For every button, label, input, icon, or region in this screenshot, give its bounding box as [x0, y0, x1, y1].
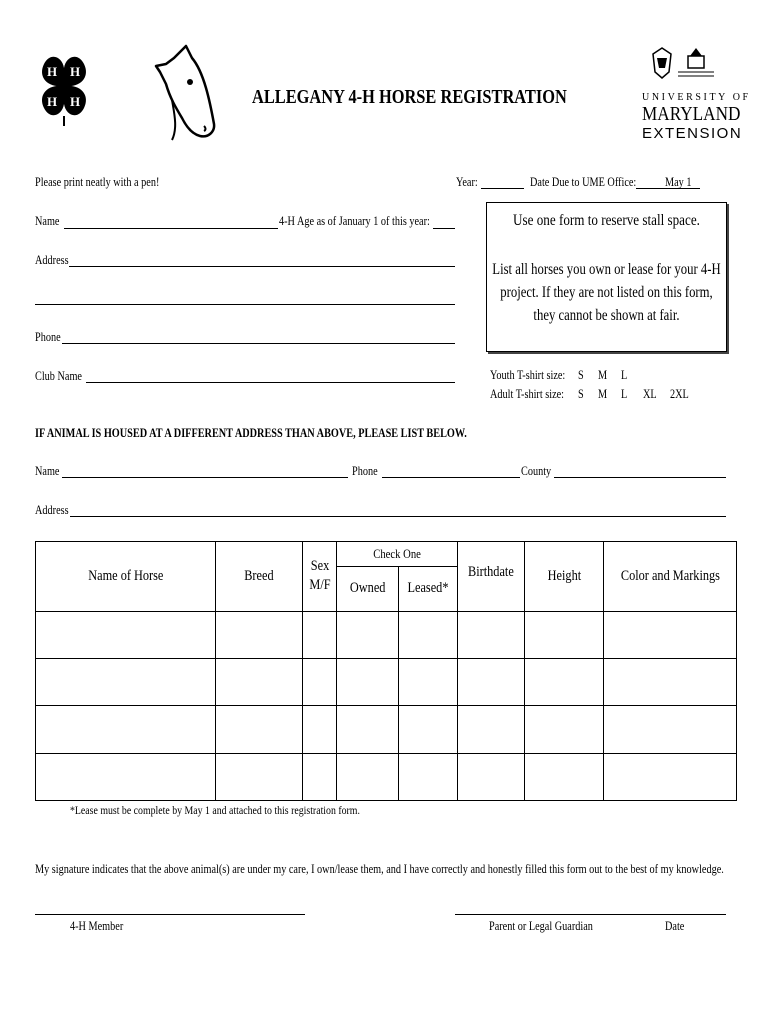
umd-building-icon [676, 46, 716, 80]
owned-cell[interactable] [337, 658, 399, 705]
date-label: Date [665, 919, 685, 933]
club-name-field[interactable] [86, 382, 455, 383]
guardian-signature-field[interactable] [455, 914, 726, 915]
col-header-name: Name of Horse [36, 542, 216, 612]
svg-text:H: H [70, 94, 81, 109]
breed-cell[interactable] [216, 611, 303, 658]
umd-seal-icon [651, 46, 673, 80]
leased-cell[interactable] [399, 706, 458, 753]
adult-size-l[interactable]: L [621, 387, 628, 401]
umd-maryland: MARYLAND [642, 103, 741, 125]
form-title: ALLEGANY 4-H HORSE REGISTRATION [252, 86, 567, 108]
birthdate-cell[interactable] [458, 706, 525, 753]
alt-address-field[interactable] [70, 516, 726, 517]
address-field-line2[interactable] [35, 304, 455, 305]
table-row [36, 706, 737, 753]
alt-phone-label: Phone [352, 464, 378, 478]
col-header-birthdate: Birthdate [458, 542, 525, 612]
due-date-label: Date Due to UME Office: [530, 175, 637, 189]
umd-extension: EXTENSION [642, 125, 743, 142]
address-field-line1[interactable] [69, 266, 455, 267]
alt-address-label: Address [35, 503, 69, 517]
leased-cell[interactable] [399, 753, 458, 800]
horse-name-cell[interactable] [36, 658, 216, 705]
height-cell[interactable] [525, 706, 604, 753]
adult-size-s[interactable]: S [578, 387, 584, 401]
notice-box [486, 202, 727, 352]
adult-size-2xl[interactable]: 2XL [670, 387, 689, 401]
breed-cell[interactable] [216, 658, 303, 705]
birthdate-cell[interactable] [458, 658, 525, 705]
alt-name-field[interactable] [62, 477, 348, 478]
sex-cell[interactable] [303, 753, 337, 800]
table-row [36, 658, 737, 705]
signature-statement: My signature indicates that the above animal(s) are under my care, I own/lease them, and I have correctly and honestly filled this form out to the best of my knowledge. [35, 862, 724, 876]
horse-name-cell[interactable] [36, 706, 216, 753]
umd-university-of: UNIVERSITY OF [642, 92, 751, 103]
name-label: Name [35, 214, 60, 228]
svg-text:H: H [47, 94, 58, 109]
member-signature-label: 4-H Member [70, 919, 124, 933]
phone-field[interactable] [62, 343, 455, 344]
col-header-leased: Leased* [399, 567, 458, 611]
print-instruction: Please print neatly with a pen! [35, 175, 160, 189]
four-h-clover-logo [36, 46, 92, 130]
name-field[interactable] [64, 228, 278, 229]
horse-head-icon [152, 42, 216, 142]
table-row [36, 753, 737, 800]
alt-address-heading: IF ANIMAL IS HOUSED AT A DIFFERENT ADDRESS THAN ABOVE, PLEASE LIST BELOW. [35, 426, 467, 440]
adult-size-m[interactable]: M [598, 387, 608, 401]
col-header-sex: Sex M/F [303, 542, 337, 612]
notice-line2: List all horses you own or lease for your 4-H project. If they are not listed on this form, they cannot be shown at fair. [492, 261, 721, 324]
birthdate-cell[interactable] [458, 753, 525, 800]
owned-cell[interactable] [337, 753, 399, 800]
color-cell[interactable] [604, 658, 737, 705]
age-label: 4-H Age as of January 1 of this year: [279, 214, 430, 228]
col-header-check-one: Check One [337, 542, 458, 567]
col-header-breed: Breed [216, 542, 303, 612]
color-cell[interactable] [604, 611, 737, 658]
leased-cell[interactable] [399, 658, 458, 705]
youth-size-m[interactable]: M [598, 368, 608, 382]
alt-name-label: Name [35, 464, 60, 478]
year-field[interactable] [481, 188, 524, 189]
col-header-color: Color and Markings [604, 542, 737, 612]
breed-cell[interactable] [216, 753, 303, 800]
breed-cell[interactable] [216, 706, 303, 753]
height-cell[interactable] [525, 753, 604, 800]
svg-text:H: H [70, 64, 81, 79]
year-label: Year: [456, 175, 478, 189]
guardian-signature-label: Parent or Legal Guardian [489, 919, 593, 933]
color-cell[interactable] [604, 753, 737, 800]
sex-cell[interactable] [303, 611, 337, 658]
color-cell[interactable] [604, 706, 737, 753]
phone-label: Phone [35, 330, 61, 344]
sex-cell[interactable] [303, 706, 337, 753]
alt-phone-field[interactable] [382, 477, 520, 478]
col-header-height: Height [525, 542, 604, 612]
owned-cell[interactable] [337, 611, 399, 658]
youth-tshirt-label: Youth T-shirt size: [490, 368, 566, 382]
horse-table [35, 541, 737, 801]
youth-size-s[interactable]: S [578, 368, 584, 382]
notice-line1: Use one form to reserve stall space. [513, 212, 700, 229]
table-row [36, 611, 737, 658]
alt-county-field[interactable] [554, 477, 726, 478]
address-label: Address [35, 253, 69, 267]
due-date-value: May 1 [665, 175, 692, 189]
height-cell[interactable] [525, 611, 604, 658]
adult-size-xl[interactable]: XL [643, 387, 657, 401]
adult-tshirt-label: Adult T-shirt size: [490, 387, 565, 401]
alt-county-label: County [521, 464, 552, 478]
horse-name-cell[interactable] [36, 753, 216, 800]
svg-text:H: H [47, 64, 58, 79]
horse-name-cell[interactable] [36, 611, 216, 658]
height-cell[interactable] [525, 658, 604, 705]
birthdate-cell[interactable] [458, 611, 525, 658]
lease-footnote: *Lease must be complete by May 1 and attached to this registration form. [70, 803, 360, 817]
youth-size-l[interactable]: L [621, 368, 628, 382]
sex-cell[interactable] [303, 658, 337, 705]
age-field[interactable] [433, 228, 455, 229]
club-name-label: Club Name [35, 369, 82, 383]
member-signature-field[interactable] [35, 914, 305, 915]
leased-cell[interactable] [399, 611, 458, 658]
owned-cell[interactable] [337, 706, 399, 753]
col-header-owned: Owned [337, 567, 399, 611]
